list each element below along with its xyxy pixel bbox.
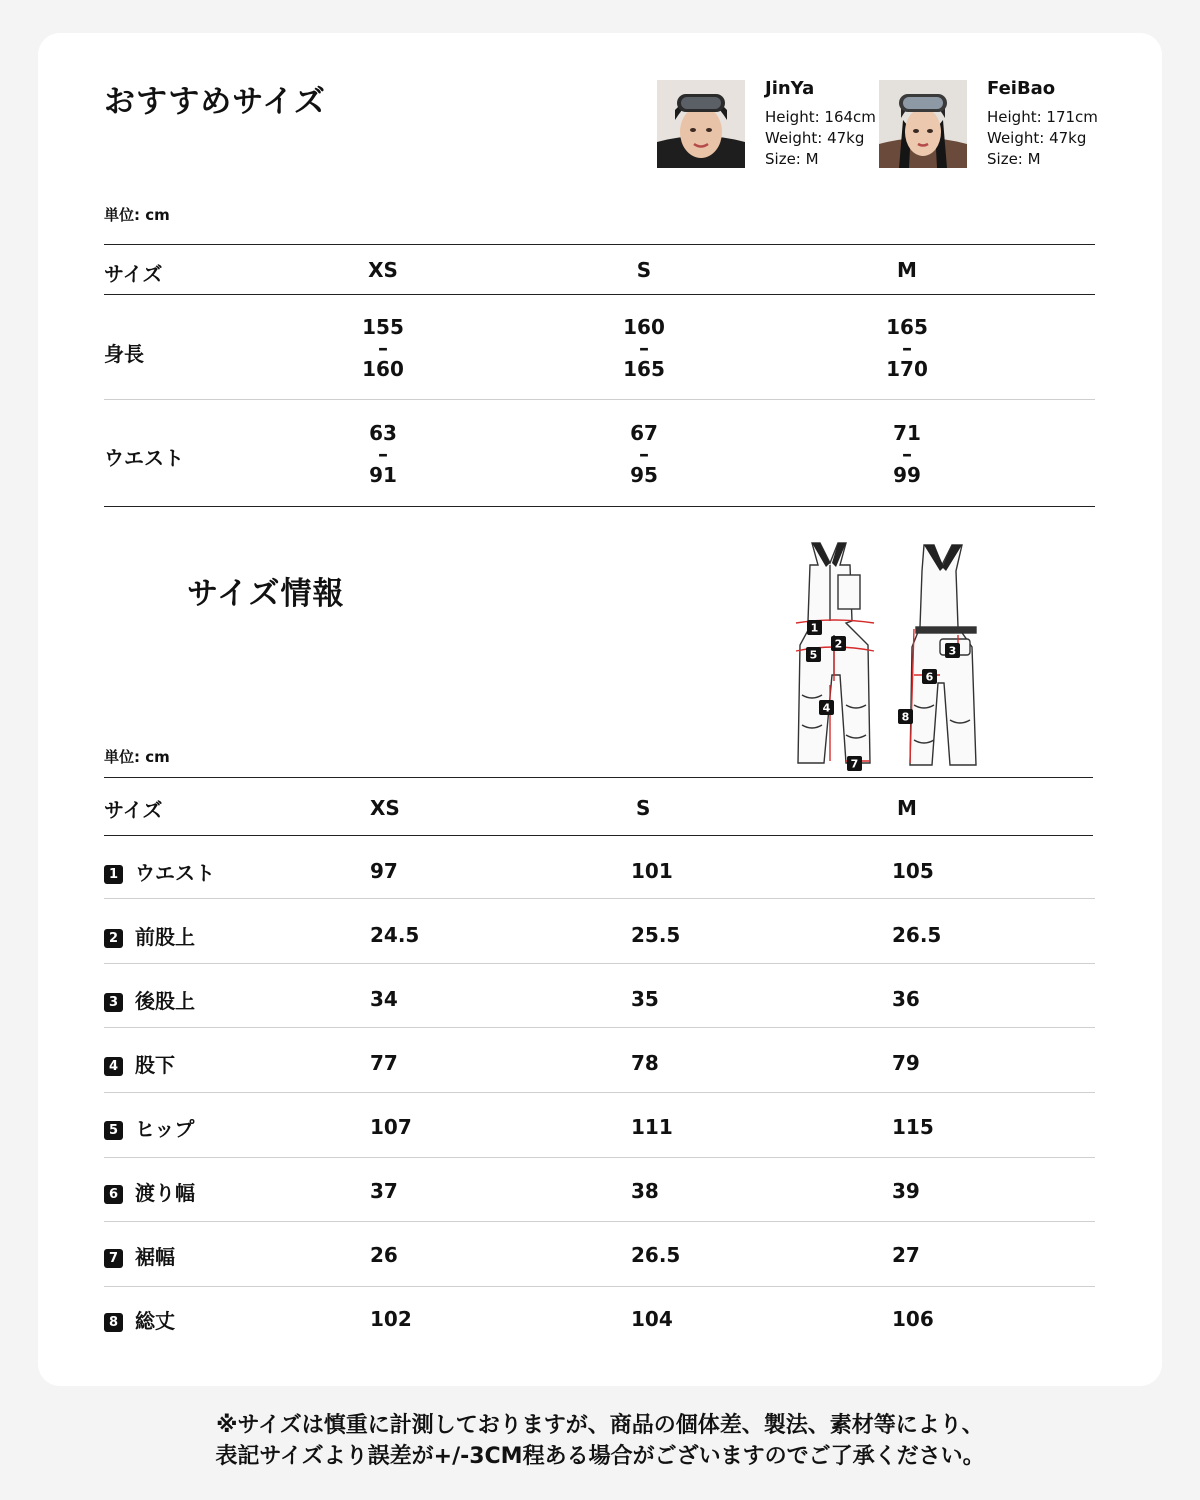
row-divider <box>104 898 1095 899</box>
value-m: 39 <box>892 1179 920 1203</box>
model-photo-jinya <box>657 80 745 168</box>
row-divider <box>104 1027 1095 1028</box>
number-badge: 6 <box>104 1185 123 1204</box>
overalls-diagram <box>790 535 1000 775</box>
table-rule <box>104 506 1095 507</box>
value-s: 101 <box>631 859 673 883</box>
diagram-marker-4 <box>819 700 834 715</box>
value-s: 26.5 <box>631 1243 681 1267</box>
value-s: 111 <box>631 1115 673 1139</box>
range-cell: 71 – 99 <box>893 421 921 487</box>
model-height: Height: 171cm <box>987 108 1098 126</box>
number-badge: 3 <box>104 993 123 1012</box>
table-rule <box>104 777 1093 778</box>
range-cell: 67 – 95 <box>630 421 658 487</box>
header-m: M <box>897 796 917 820</box>
row-label: 4 股下 <box>104 1049 175 1078</box>
range-cell: 155 – 160 <box>362 315 404 381</box>
value-m: 115 <box>892 1115 934 1139</box>
number-badge: 8 <box>104 1313 123 1332</box>
row-divider <box>104 1286 1095 1287</box>
range-cell: 160 – 165 <box>623 315 665 381</box>
row-divider <box>104 399 1095 400</box>
value-m: 36 <box>892 987 920 1011</box>
number-badge: 1 <box>104 865 123 884</box>
number-badge: 2 <box>104 929 123 948</box>
value-s: 78 <box>631 1051 659 1075</box>
number-badge: 7 <box>104 1249 123 1268</box>
table-rule <box>104 244 1095 245</box>
value-xs: 37 <box>370 1179 398 1203</box>
row-divider <box>104 1157 1095 1158</box>
model-name: JinYa <box>765 78 815 99</box>
diagram-marker-6 <box>922 669 937 684</box>
value-xs: 34 <box>370 987 398 1011</box>
row-label: 1 ウエスト <box>104 857 215 886</box>
diagram-marker-5 <box>806 647 821 662</box>
value-xs: 26 <box>370 1243 398 1267</box>
header-xs: XS <box>370 796 400 820</box>
value-s: 35 <box>631 987 659 1011</box>
svg-text:4: 4 <box>822 701 831 715</box>
info-title: サイズ情報 <box>187 576 345 612</box>
svg-text:7: 7 <box>850 757 859 771</box>
diagram-marker-7 <box>847 756 862 771</box>
number-badge: 4 <box>104 1057 123 1076</box>
range-cell: 165 – 170 <box>886 315 928 381</box>
info-unit: 単位: cm <box>104 748 170 766</box>
row-label: 7 裾幅 <box>104 1241 175 1270</box>
diagram-marker-2 <box>831 636 846 651</box>
svg-text:5: 5 <box>809 648 818 662</box>
table-rule <box>104 294 1095 295</box>
row-label: 3 後股上 <box>104 985 195 1014</box>
svg-text:2: 2 <box>834 637 843 651</box>
header-size: サイズ <box>104 262 163 286</box>
value-m: 79 <box>892 1051 920 1075</box>
svg-text:6: 6 <box>925 670 934 684</box>
value-s: 25.5 <box>631 923 681 947</box>
model-weight: Weight: 47kg <box>987 129 1087 147</box>
model-weight: Weight: 47kg <box>765 129 865 147</box>
diagram-marker-1 <box>807 620 822 635</box>
footnote-line-2: 表記サイズより誤差が+/-3CM程ある場合がございますのでご了承ください。 <box>215 1444 985 1469</box>
row-label: 8 総丈 <box>104 1305 175 1334</box>
header-s: S <box>636 796 651 820</box>
value-m: 26.5 <box>892 923 942 947</box>
model-height: Height: 164cm <box>765 108 876 126</box>
row-label-waist: ウエスト <box>104 446 184 470</box>
header-size: サイズ <box>104 798 163 822</box>
svg-text:8: 8 <box>901 710 910 724</box>
header-m: M <box>897 258 917 282</box>
number-badge: 5 <box>104 1121 123 1140</box>
diagram-marker-3 <box>945 643 960 658</box>
header-xs: XS <box>368 258 398 282</box>
svg-text:1: 1 <box>810 621 819 635</box>
row-label: 5 ヒップ <box>104 1113 194 1142</box>
value-xs: 77 <box>370 1051 398 1075</box>
model-name: FeiBao <box>987 78 1056 99</box>
value-m: 27 <box>892 1243 920 1267</box>
value-xs: 107 <box>370 1115 412 1139</box>
row-label: 6 渡り幅 <box>104 1177 195 1206</box>
row-label: 2 前股上 <box>104 921 195 950</box>
svg-text:3: 3 <box>948 644 957 658</box>
table-rule <box>104 835 1093 836</box>
model-size: Size: M <box>987 150 1041 168</box>
row-label-height: 身長 <box>104 342 144 366</box>
row-divider <box>104 963 1095 964</box>
value-s: 104 <box>631 1307 673 1331</box>
recommend-title: おすすめサイズ <box>104 84 326 120</box>
value-s: 38 <box>631 1179 659 1203</box>
range-cell: 63 – 91 <box>369 421 397 487</box>
footnote-line-1: ※サイズは慎重に計測しておりますが、商品の個体差、製法、素材等により、 <box>216 1413 984 1438</box>
row-divider <box>104 1092 1095 1093</box>
value-xs: 102 <box>370 1307 412 1331</box>
value-m: 106 <box>892 1307 934 1331</box>
header-s: S <box>636 258 652 282</box>
row-divider <box>104 1221 1095 1222</box>
value-m: 105 <box>892 859 934 883</box>
recommend-unit: 単位: cm <box>104 206 170 224</box>
value-xs: 24.5 <box>370 923 420 947</box>
model-size: Size: M <box>765 150 819 168</box>
value-xs: 97 <box>370 859 398 883</box>
diagram-marker-8 <box>898 709 913 724</box>
model-photo-feibao <box>879 80 967 168</box>
